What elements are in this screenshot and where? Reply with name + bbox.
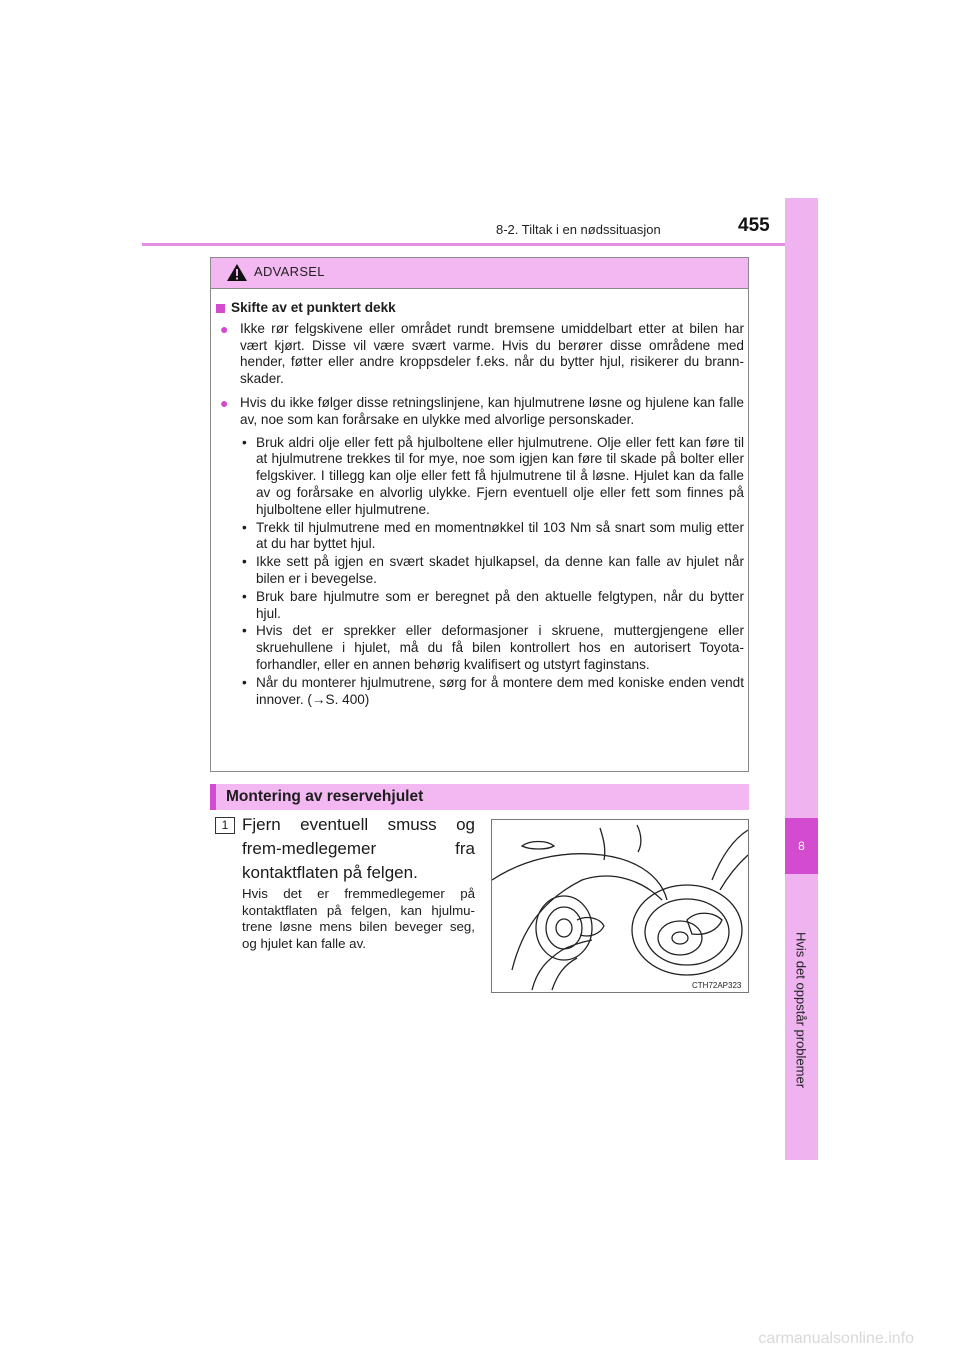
list-item: • Hvis det er sprekker eller deformasjoner i skruene, muttergjengene eller skruehullene i hjulet, må du få bilen kontrollert hos en autorisert Toyota-forhandler, eller en annen behørig kvalifisert og utstyrt faginstans. xyxy=(242,623,744,672)
warning-content xyxy=(216,300,744,709)
square-bullet-icon xyxy=(216,304,225,313)
list-item: • Trekk til hjulmutrene med en momentnøkkel til 103 Nm så snart som mulig etter at du har byttet hjul. xyxy=(242,519,744,552)
step-number: 1 xyxy=(215,817,235,834)
list-item: • Bruk bare hjulmutre som er beregnet på den aktuelle felgtypen, når du bytter hjul. xyxy=(242,588,744,621)
chapter-title-vertical: Hvis det oppstår problemer xyxy=(793,931,809,1089)
warning-title: ADVARSEL xyxy=(254,264,325,279)
step-text: Fjern eventuell smuss og frem-medlegemer fra kontaktflaten på felgen. xyxy=(242,815,475,882)
warning-subheading: Skifte av et punktert dekk xyxy=(216,300,744,317)
list-item: • Ikke sett på igjen en svært skadet hjulkapsel, da denne kan falle av hjulet når bilen er i bevegelse. xyxy=(242,554,744,586)
warning-bullet: ● Hvis du ikke følger disse retningslinjene, kan hjulmutrene løsne og hjulene kan falle av, noe som kan forårsake en ulykke med alvorlige personskader. xyxy=(220,394,744,427)
warning-triangle-icon xyxy=(226,263,248,282)
circle-bullet-icon: ● xyxy=(220,320,229,337)
chapter-number-tab: 8 xyxy=(785,818,818,874)
list-item: • Når du monterer hjulmutrene, sørg for å montere dem med koniske enden vendt innover. (→S. 400) xyxy=(242,674,744,707)
section-title: 8-2. Tiltak i en nødssituasjon xyxy=(496,222,661,237)
header-divider xyxy=(142,243,818,246)
warning-bullet: ● Ikke rør felgskivene eller området rundt bremsene umiddelbart etter at bilen har vært kjørt. Disse vil være svært varme. Hvis du berører disse områdene med hender, føtter eller andre kroppsdeler f.eks. når du bytter hjul, risikerer du brann-skader. xyxy=(220,320,744,387)
circle-bullet-icon: ● xyxy=(220,394,229,411)
wheel-cleaning-drawing xyxy=(492,820,748,992)
watermark: carmanualsonline.info xyxy=(758,1330,914,1347)
wheel-cleaning-illustration xyxy=(491,819,749,993)
step-note: Hvis det er fremmedlegemer på kontaktflaten på felgen, kan hjulmu-trene løsne mens bilen beveger seg, og hjulet kan falle av. xyxy=(242,886,475,951)
warning-sublist xyxy=(242,435,744,709)
list-item: • Bruk aldri olje eller fett på hjulboltene eller hjulmutrene. Olje eller fett kan føre til at hjulmutrene trekkes til for mye, noe som igjen kan føre til skade på bolter eller felgskiver. I tillegg kan olje eller fett få hjulmutrene til å løsne. Hjulet kan da falle av og forårsake en alvorlig ulykke. Fjern eventuell olje eller fett som finnes på hjulboltene eller hjulmutrene. xyxy=(242,434,744,517)
section-heading: Montering av reservehjulet xyxy=(226,788,424,805)
illustration-code: CTH72AP323 xyxy=(692,981,742,990)
page-number: 455 xyxy=(738,215,770,236)
